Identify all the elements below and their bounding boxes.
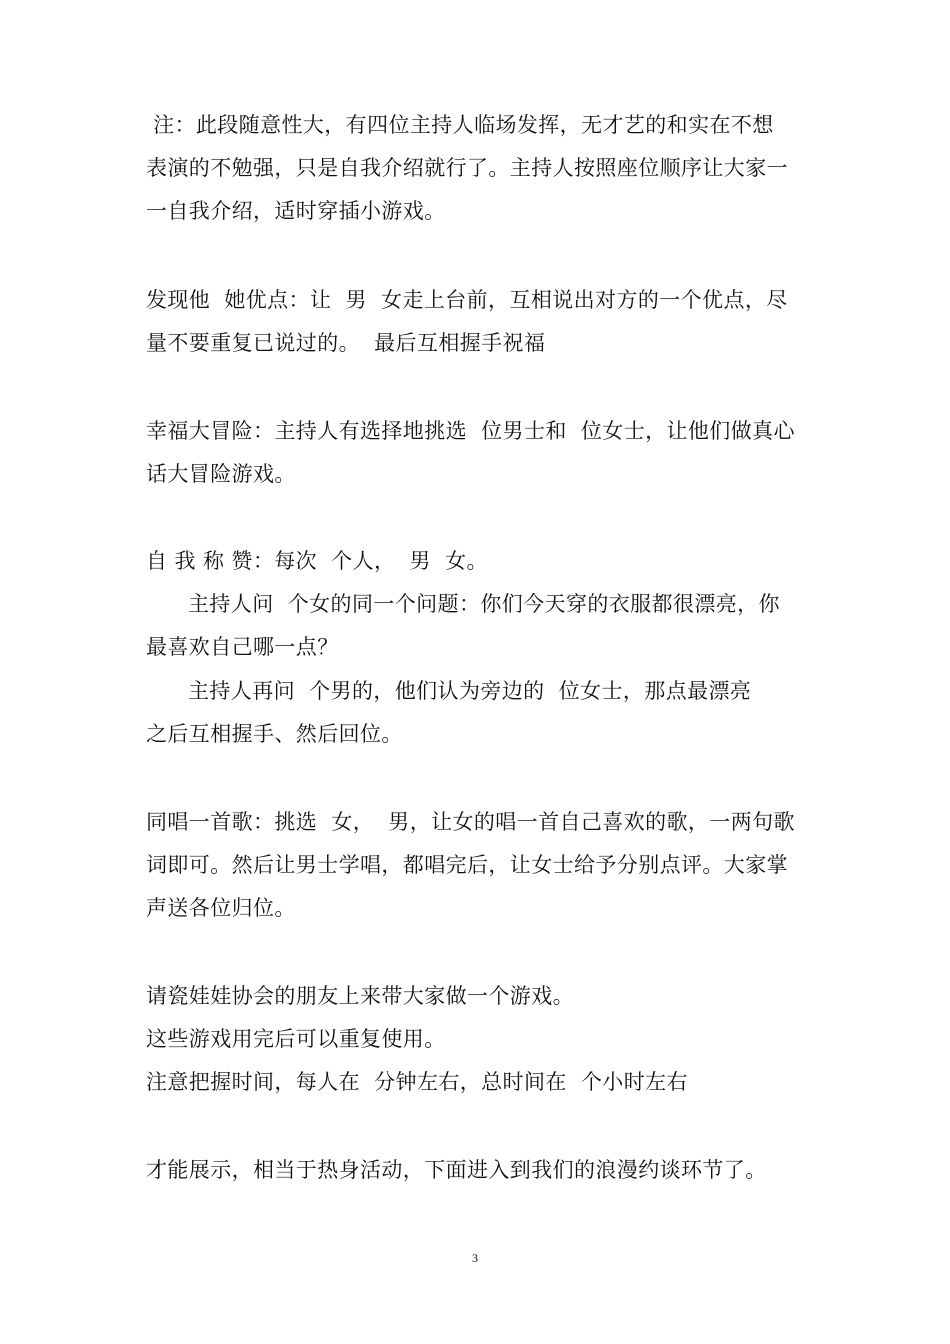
paragraph-line: 量不要重复已说过的。 最后互相握手祝福 <box>146 331 546 355</box>
paragraph-line: 同唱一首歌：挑选 女， 男，让女的唱一首自己喜欢的歌，一两句歌 <box>146 810 795 834</box>
paragraph-line: 表演的不勉强，只是自我介绍就行了。主持人按照座位顺序让大家一 <box>146 156 788 180</box>
paragraph-line: 之后互相握手、然后回位。 <box>146 722 403 746</box>
paragraph-line: 注意把握时间，每人在 分钟左右，总时间在 个小时左右 <box>146 1070 688 1094</box>
paragraph-line: 一自我介绍，适时穿插小游戏。 <box>146 199 446 223</box>
paragraph-line: 注：此段随意性大，有四位主持人临场发挥，无才艺的和实在不想 <box>146 113 774 137</box>
paragraph-line: 主持人问 个女的同一个问题：你们今天穿的衣服都很漂亮，你 <box>188 592 780 616</box>
paragraph-line: 话大冒险游戏。 <box>146 462 296 486</box>
paragraph-line: 词即可。然后让男士学唱，都唱完后，让女士给予分别点评。大家掌 <box>146 853 788 877</box>
paragraph-line: 最喜欢自己哪一点？ <box>146 635 339 659</box>
paragraph-line: 请瓷娃娃协会的朋友上来带大家做一个游戏。 <box>146 984 574 1008</box>
page-number: 3 <box>472 1251 478 1265</box>
paragraph-line: 声送各位归位。 <box>146 896 296 920</box>
paragraph-line: 才能展示，相当于热身活动，下面进入到我们的浪漫约谈环节了。 <box>146 1158 767 1182</box>
paragraph-line: 发现他 她优点：让 男 女走上台前，互相说出对方的一个优点，尽 <box>146 288 788 312</box>
paragraph-line: 自 我 称 赞：每次 个人， 男 女。 <box>146 549 488 573</box>
paragraph-line: 幸福大冒险：主持人有选择地挑选 位男士和 位女士，让他们做真心 <box>146 419 795 443</box>
paragraph-line: 这些游戏用完后可以重复使用。 <box>146 1027 446 1051</box>
paragraph-line: 主持人再问 个男的，他们认为旁边的 位女士，那点最漂亮 <box>188 679 752 703</box>
